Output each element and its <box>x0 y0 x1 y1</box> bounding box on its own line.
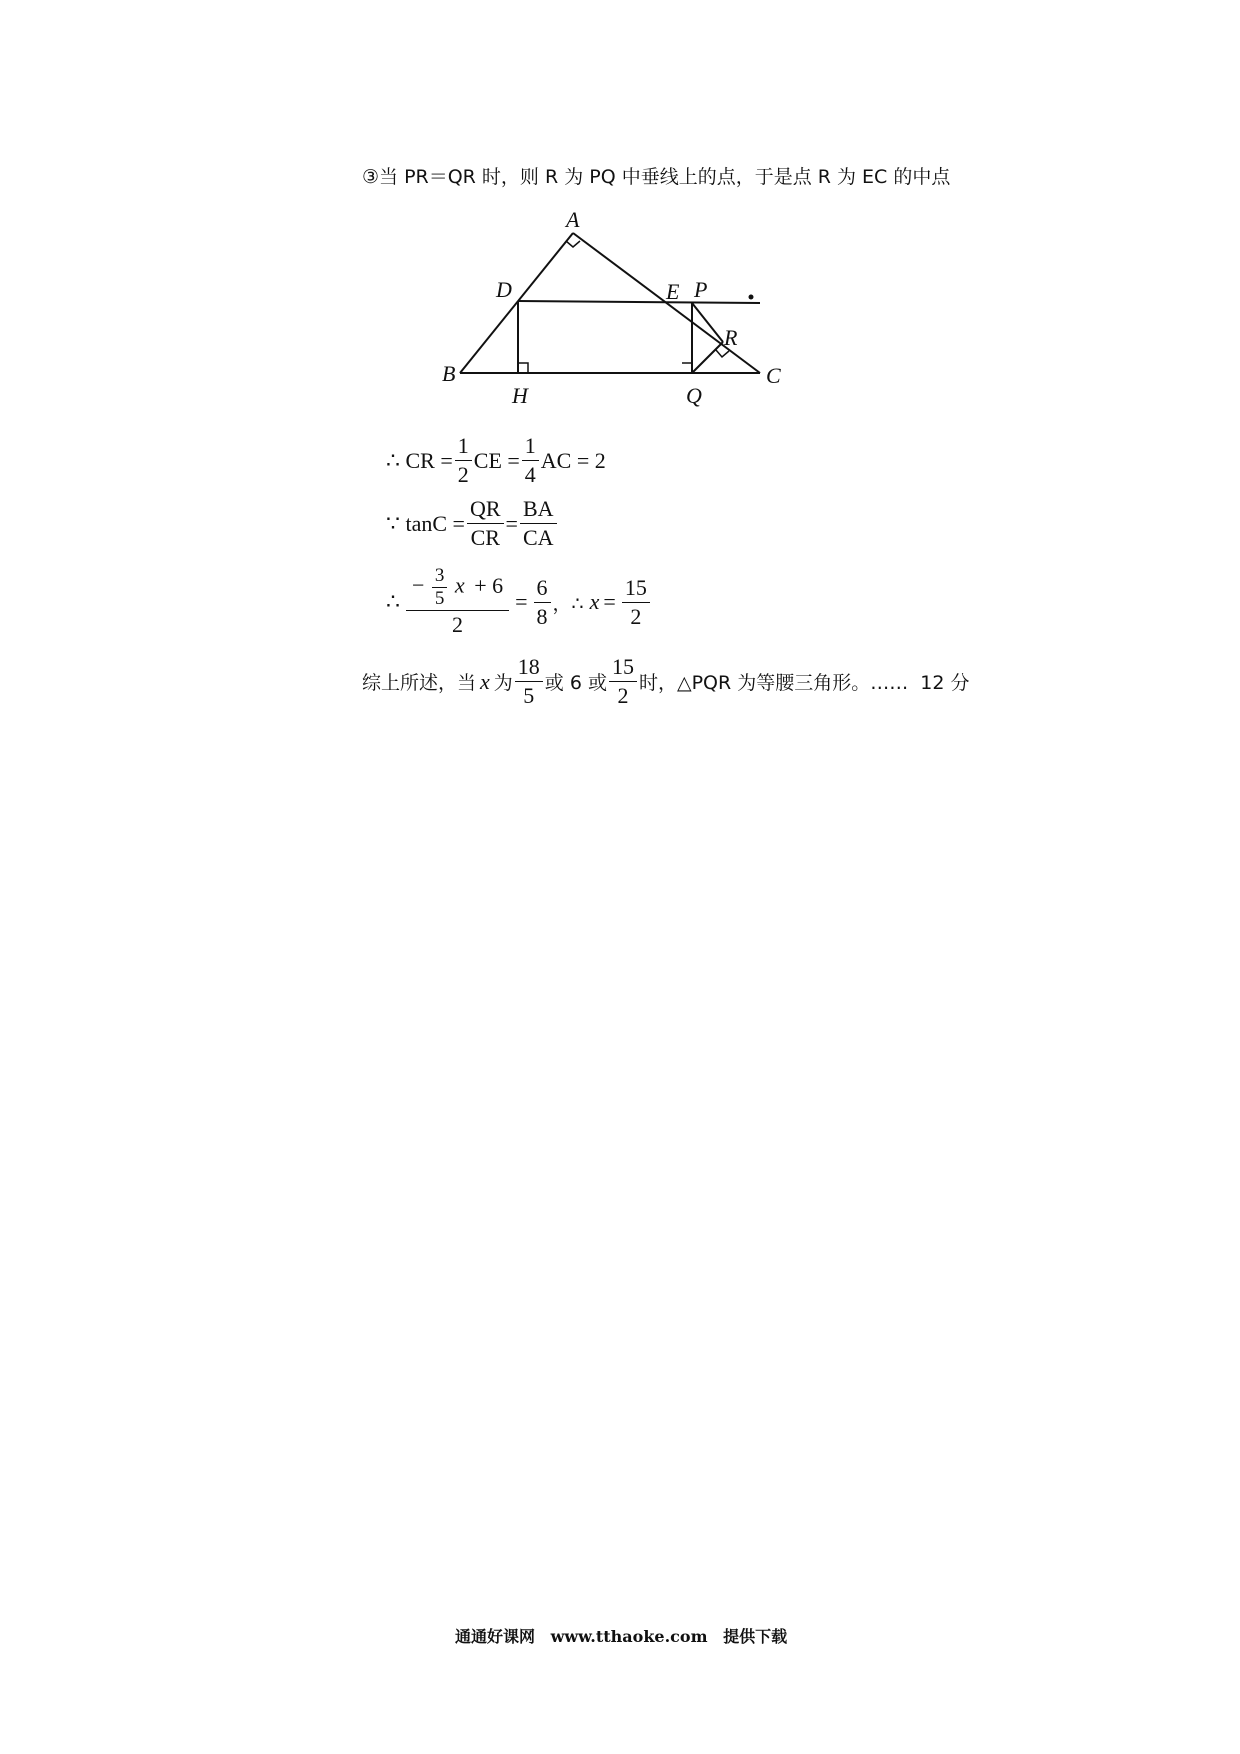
fraction-six-eighths <box>534 574 551 631</box>
stray-dot <box>749 295 754 300</box>
segment-pr <box>692 303 723 342</box>
line-dp <box>518 301 760 303</box>
fraction-one-half <box>455 432 472 489</box>
label-q: Q <box>686 383 702 408</box>
minus-sign: − <box>412 572 425 598</box>
fraction-numerator: 6 <box>534 574 551 603</box>
label-d: D <box>496 277 512 302</box>
variable-x: x <box>454 572 465 598</box>
fraction-numerator: BA <box>520 495 557 524</box>
conclusion-text-3: 或 6 或 <box>544 672 607 694</box>
eq3-equals-2: = <box>603 589 616 614</box>
fraction-fifteen-halves <box>622 574 650 631</box>
fraction-numerator: 18 <box>515 653 543 682</box>
fraction-denominator: 2 <box>630 603 642 629</box>
eq3-equals: = <box>515 589 528 614</box>
fraction-compound <box>406 565 509 639</box>
variable-x: x <box>589 589 600 614</box>
fraction-denominator: 2 <box>457 462 469 487</box>
segment-qr <box>692 342 723 373</box>
score-label: 12 分 <box>920 672 970 694</box>
equation-tanc <box>386 495 559 552</box>
fraction-denominator: 4 <box>524 462 536 487</box>
conclusion-text-2: 为 <box>493 672 513 694</box>
conclusion-text-4: 时，△PQR 为等腰三角形。…… <box>638 672 909 694</box>
fraction-fifteen-halves <box>609 653 637 710</box>
fraction-numerator: 15 <box>622 574 650 603</box>
eq1-prefix: ∴ CR = <box>386 447 453 473</box>
equation-solve-x <box>386 565 652 639</box>
eq1-mid: CE = <box>473 447 520 473</box>
side-ab <box>460 233 573 373</box>
page-footer <box>455 1624 787 1647</box>
eq1-suffix: AC = 2 <box>540 447 606 473</box>
fraction-numerator: 1 <box>455 432 472 461</box>
fraction-numerator: 15 <box>609 653 637 682</box>
fraction-denominator: 8 <box>536 603 548 629</box>
label-r: R <box>724 325 738 350</box>
fraction-qr-cr <box>467 495 504 552</box>
fraction-one-quarter <box>522 432 539 489</box>
variable-x: x <box>480 668 490 694</box>
label-a: A <box>566 207 580 232</box>
label-b: B <box>442 361 456 386</box>
eq3-prefix: ∴ <box>386 589 400 614</box>
fraction-denominator: 5 <box>523 683 535 708</box>
right-angle-a <box>566 241 580 247</box>
fraction-denominator: 5 <box>434 588 445 609</box>
fraction-three-fifths <box>432 565 448 610</box>
conclusion-text-1: 综上所述，当 <box>362 672 477 694</box>
fraction-denominator: 2 <box>617 683 629 708</box>
label-c: C <box>766 363 781 388</box>
eq2-equals: = <box>505 510 518 536</box>
eq3-separator: ，∴ <box>552 592 584 615</box>
footer-url[interactable]: www.tthaoke.com <box>550 1627 708 1646</box>
conclusion-line <box>362 653 969 710</box>
fraction-denominator: 2 <box>452 612 464 637</box>
compound-numerator <box>406 565 509 611</box>
equation-cr <box>386 432 606 489</box>
fraction-denominator: CR <box>470 525 500 550</box>
label-e: E <box>666 279 680 304</box>
geometry-figure <box>430 205 810 415</box>
eq2-prefix: ∵ tanC = <box>386 510 465 536</box>
footer-action: 提供下载 <box>723 1627 788 1646</box>
right-angle-r <box>716 350 729 357</box>
fraction-ba-ca <box>520 495 557 552</box>
fraction-numerator: QR <box>467 495 504 524</box>
label-h: H <box>512 383 528 408</box>
fraction-numerator: 1 <box>522 432 539 461</box>
footer-site-name: 通通好课网 <box>455 1627 536 1646</box>
label-p: P <box>694 277 708 302</box>
case3-intro: ③当 PR＝QR 时，则 R 为 PQ 中垂线上的点，于是点 R 为 EC 的中点 <box>362 166 951 188</box>
right-angle-h <box>518 363 528 373</box>
fraction-eighteen-fifths <box>515 653 543 710</box>
fraction-denominator: CA <box>522 525 554 550</box>
fraction-numerator: 3 <box>432 565 448 588</box>
plus-six: + 6 <box>474 572 504 598</box>
